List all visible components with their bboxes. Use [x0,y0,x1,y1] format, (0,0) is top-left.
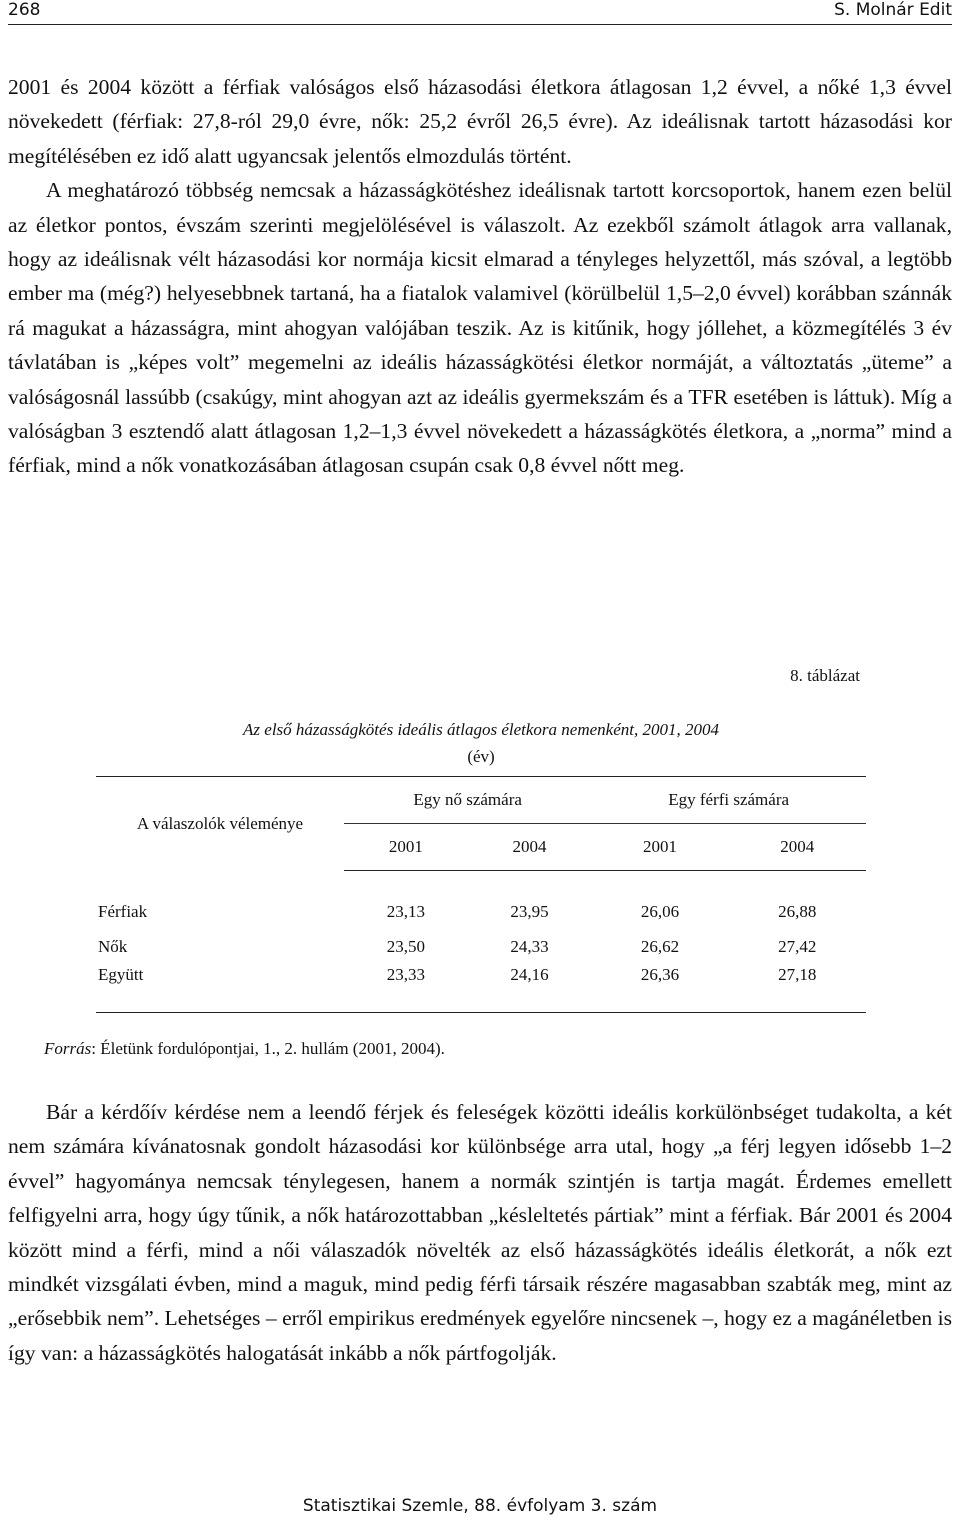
body-paragraphs-top [8,70,952,483]
col-header-respondents: A válaszolók véleménye [136,813,304,833]
col-year: 2001 [344,824,468,871]
journal-footer: Statisztikai Szemle, 88. évfolyam 3. szám [302,1496,658,1516]
col-group-men: Egy férfi számára [591,777,866,824]
table-cell: 26,62 [640,936,680,956]
table-source [44,1039,445,1059]
table-unit: (év) [467,747,495,766]
row-label: Férfiak [98,902,148,922]
table-row [96,895,866,930]
table-cell: 27,18 [729,964,866,1013]
table-cell: 23,33 [344,964,468,1013]
page-number: 268 [8,0,41,20]
paragraph-1: 2001 és 2004 között a férfiak valóságos első házasodási életkora átlagosan 1,2 évvel, a nőké 1,3 évvel növekedett (férfiak: 27,8-ról 29,0 évre, nők: 25,2 évről 26,5 évre). Az ideálisnak tartott házasodási kor megítélésében ez idő alatt ugyancsak jelentős elmozdulás történt. [8,75,952,168]
col-year: 2004 [729,824,866,871]
table-cell: 23,13 [386,902,425,922]
paragraph-3: Bár a kérdőív kérdése nem a leendő férjek és feleségek közötti ideális korkülönbséget tudakolta, a két nem számára kívánatosnak gondolt házasodási kor különbsége arra utal, hogy „a férj legyen idősebb 1–2 évvel” hagyománya nemcsak ténylegesen, hanem a normák szintjén is tartja magát. Érdemes emellett felfigyelni arra, hogy úgy tűnik, a nők határozottabban „késleltetés pártiak” mint a férfiak. Bár 2001 és 2004 között mind a férfi, mind a női válaszadók növelték az első házasságkötés ideális életkorát, a nők ezt mindkét vizsgálati évben, mind a maguk, mind pedig férfi társaik részére magasabban szabták meg, mint az „erősebbik nem”. Lehetséges – erről empirikus eredmények egyelőre nincsenek –, hogy ez a magánéletben is így van: a házasságkötés halogatását inkább a nők pártfogolják. [8,1100,952,1365]
table-row [96,964,866,1013]
running-author: S. Molnár Edit [834,0,952,20]
source-label: Forrás [44,1039,92,1058]
table-cell: 24,33 [510,936,549,956]
table-cell: 26,06 [640,902,680,922]
table-title: Az első házasságkötés ideális átlagos életkora nemenként, 2001, 2004 [243,720,719,739]
source-text: : Életünk fordulópontjai, 1., 2. hullám (2001, 2004). [91,1039,445,1058]
table-cell: 24,16 [468,964,592,1013]
col-year: 2001 [591,824,728,871]
data-table [96,776,866,1013]
col-year: 2004 [468,824,592,871]
table-cell: 23,95 [510,902,549,922]
running-header [8,0,952,25]
table-cell: 23,50 [386,936,425,956]
row-label: Nők [98,936,128,956]
row-label: Együtt [96,964,344,1013]
table-cell: 26,36 [591,964,728,1013]
table-row [96,930,866,965]
paragraph-2: A meghatározó többség nemcsak a házasságkötéshez ideálisnak tartott korcsoportok, hanem ezen belül az életkor pontos, évszám szerinti megjelölésével is válaszolt. Az ezekből számolt átlagok arra vallanak, hogy az ideálisnak vélt házasodási kor normája kicsit elmarad a tényleges helyzettől, más szóval, a legtöbb ember ma (még?) helyesebbnek tartaná, ha a fiatalok valamivel (körülbelül 1,5–2,0 évvel) korábban szánnák rá magukat a házasságra, mint ahogyan valójában teszik. Az is kitűnik, hogy jóllehet, a közmegítélés 3 év távlatában is „képes volt” megemelni az ideális házasságkötési életkor normáját, a változtatás „üteme” a valóságosnál lassúbb (csakúgy, mint ahogyan azt az ideális gyermekszám és a TFR esetében is láttuk). Míg a valóságban 3 esztendő alatt átlagosan 1,2–1,3 évvel növekedett a házasságkötés életkora, a „norma” mind a férfiak, mind a nők vonatkozásában átlagosan csupán csak 0,8 évvel nőtt meg. [8,178,952,478]
col-group-women: Egy nő számára [344,777,591,824]
table-cell: 27,42 [778,936,817,956]
table-cell: 26,88 [778,902,817,922]
table-number: 8. táblázat [790,666,860,685]
table-title-block [96,716,866,770]
